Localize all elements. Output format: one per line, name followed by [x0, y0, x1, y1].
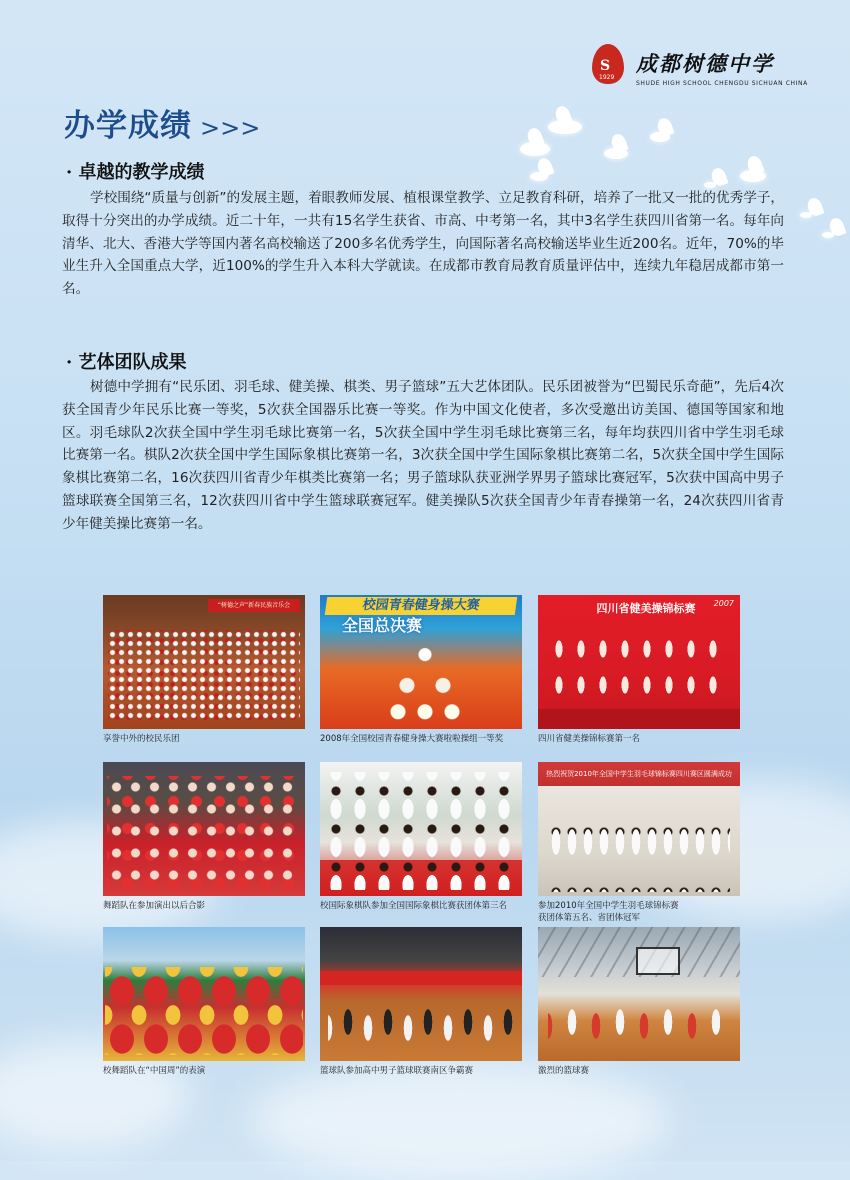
school-logo: [588, 44, 808, 90]
school-name: 成都树德中学: [636, 50, 774, 76]
dove-icon: [740, 170, 766, 182]
photo-chess-team: [320, 762, 522, 896]
section-body-arts-sports: 树德中学拥有“民乐团、羽毛球、健美操、棋类、男子篮球”五大艺体团队。民乐团被誉为“巴蜀民乐奇葩”，先后4次获全国青少年民乐比赛一等奖，5次获全国器乐比赛一等奖。作为中国文化使者，多次受邀出访美国、德国等国家和地区。羽毛球队2次获全国中学生羽毛球比赛第一名，5次获全国中学生羽毛球比赛第三名，每年均获四川省中学生羽毛球比赛第一名。棋队2次获全国中学生国际象棋比赛第一名，3次获全国中学生国际象棋比赛第二名，5次获全国中学生国际象棋比赛第二名，16次获四川省青少年棋类比赛第一名；男子篮球队获亚洲学界男子篮球比赛冠军，5次获中国高中男子篮球联赛全国第三名，12次获四川省中学生篮球联赛冠军。健美操队5次获全国青少年青春操第一名，24次获四川省青少年健美操比赛第一名。: [62, 379, 784, 532]
photo-caption: 2008年全国校园青春健身操大赛啦啦操组一等奖: [320, 734, 504, 744]
photo-basketball-league: [320, 927, 522, 1061]
school-name-english: SHUDE HIGH SCHOOL CHENGDU SICHUAN CHINA: [636, 79, 808, 87]
section-title-arts-sports: · 艺体团队成果: [66, 352, 187, 373]
photo-caption: 四川省健美操锦标赛第一名: [538, 734, 641, 744]
dove-icon: [650, 132, 670, 142]
title-chevron-icon: >>>: [200, 114, 261, 142]
photo-caption: 舞蹈队在参加演出以后合影: [103, 901, 206, 911]
photo-aerobics: 四川省健美操锦标赛 2007: [538, 595, 740, 729]
page-title: 办学成绩 >>>: [64, 108, 261, 144]
photo-basketball-game: [538, 927, 740, 1061]
photo-caption: 享誉中外的校民乐团: [103, 734, 180, 744]
school-emblem-icon: S 1929: [588, 44, 628, 90]
photo-caption: 激烈的篮球赛: [538, 1066, 590, 1076]
dove-icon: [520, 142, 550, 156]
dove-icon: [530, 172, 548, 181]
photo-dance-group: [103, 762, 305, 896]
cloud: [250, 1060, 670, 1180]
photo-china-week-dance: [103, 927, 305, 1061]
dove-icon: [548, 120, 582, 134]
dove-icon: [822, 232, 834, 238]
photo-caption: 篮球队参加高中男子篮球联赛南区争霸赛: [320, 1066, 474, 1076]
photo-badminton-team: 热烈祝贺2010年全国中学生羽毛球锦标赛四川赛区圆满成功: [538, 762, 740, 896]
section-title-teaching: · 卓越的教学成绩: [66, 162, 205, 183]
section-body-teaching: 学校围绕“质量与创新”的发展主题，着眼教师发展、植根课堂教学、立足教育科研，培养了一批又一批的优秀学子，取得十分突出的办学成绩。近二十年，一共有15名学生获省、市高、中考第一名，其中3名学生获四川省第一名。每年向清华、北大、香港大学等国内著名高校输送了200多名优秀学生，向国际著名高校输送毕业生近200名。近年，70%的毕业生升入全国重点大学，近100%的学生升入本科大学就读。在成都市教育局教育质量评估中，连续九年稳居成都市第一名。: [62, 190, 784, 298]
photo-caption: 参加2010年全国中学生羽毛球锦标赛 获团体第五名、省团体冠军: [538, 901, 679, 923]
dove-icon: [800, 212, 812, 218]
dove-icon: [604, 148, 628, 159]
photo-caption: 校国际象棋队参加全国国际象棋比赛获团体第三名: [320, 901, 508, 911]
photo-caption: 校舞蹈队在“中国周”的表演: [103, 1066, 206, 1076]
photo-orchestra: “树德之声”新春民族音乐会: [103, 595, 305, 729]
photo-cheerleading: 校园青春健身操大赛 全国总决赛: [320, 595, 522, 729]
